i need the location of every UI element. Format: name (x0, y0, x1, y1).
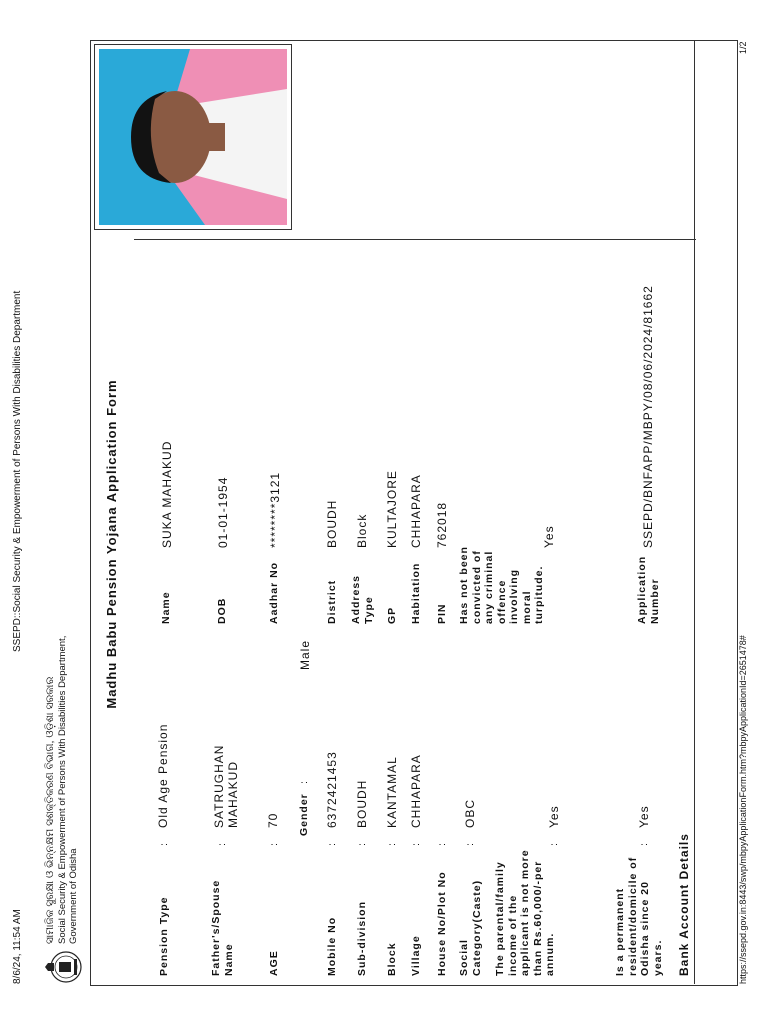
colon: : (356, 843, 368, 846)
colon: : (216, 843, 228, 846)
department-header (44, 584, 96, 984)
bank-account-details-heading: Bank Account Details (677, 833, 691, 976)
label-house-no: House No/Plot No (436, 871, 448, 976)
label-block: Block (386, 942, 398, 976)
label-district: District (326, 579, 338, 624)
value-name: SUKA MAHAKUD (160, 440, 174, 548)
label-family-income: The parental/family income of the applicant is not more than Rs.60,000/-per annum. (494, 849, 556, 976)
colon: : (410, 843, 422, 846)
form-title: Madhu Babu Pension Yojana Application Form (104, 379, 119, 709)
colon: : (638, 843, 650, 846)
print-page-number: 1/2 (738, 41, 748, 54)
colon: : (158, 843, 170, 846)
value-dob: 01-01-1954 (216, 476, 230, 548)
value-sub-division: BOUDH (355, 779, 369, 828)
value-fathers-spouse-name: SATRUGHAN MAHAKUD (212, 744, 240, 828)
value-family-income: Yes (547, 805, 561, 828)
label-fathers-spouse-name: Father's/Spouse Name (210, 879, 235, 976)
label-sub-division: Sub-division (356, 901, 368, 976)
colon: : (298, 781, 310, 784)
value-pin: 762018 (435, 501, 449, 548)
colon: : (268, 843, 280, 846)
government-name: Government of Odisha (68, 848, 79, 944)
value-application-number: SSEPD/BNFAPP/MBPY/08/06/2024/81662 (641, 285, 655, 548)
value-pension-type: Old Age Pension (156, 723, 170, 828)
label-village: Village (410, 935, 422, 976)
colon: : (464, 843, 476, 846)
label-social-category: Social Category(Caste) (458, 879, 483, 976)
label-pin: PIN (436, 603, 448, 624)
label-gender: Gender (298, 793, 310, 836)
label-age: AGE (268, 950, 280, 976)
value-permanent-resident: Yes (637, 805, 651, 828)
value-age: 70 (266, 812, 280, 828)
value-criminal-offence: Yes (542, 525, 556, 548)
value-gp: KULTAJORE (385, 470, 399, 548)
bank-divider (694, 40, 695, 984)
label-habitation: Habitation (410, 562, 422, 624)
state-emblem-icon (44, 950, 84, 984)
value-habitation: CHHAPARA (409, 474, 423, 548)
value-village: CHHAPARA (409, 754, 423, 828)
value-mobile-no: 6372421453 (325, 751, 339, 828)
label-name: Name (160, 591, 172, 624)
label-application-number: Application Number (636, 555, 661, 624)
value-district: BOUDH (325, 499, 339, 548)
label-permanent-resident: Is a permanent resident/domicile of Odisha since 20 years. (614, 856, 664, 976)
print-url: https://ssepd.gov.in:8443/swp/mbpyApplicationForm.htm?mbpyApplicationId=2651478# (738, 635, 748, 984)
label-dob: DOB (216, 597, 228, 624)
value-aadhar-no: ********3121 (268, 471, 282, 548)
value-block: KANTAMAL (385, 756, 399, 828)
colon: : (436, 843, 448, 846)
label-criminal-offence: Has not been convicted of any criminal offence involving moral turpitude. (458, 546, 545, 624)
label-mobile-no: Mobile No (326, 916, 338, 976)
applicant-photo-image (95, 45, 291, 229)
colon: : (548, 843, 560, 846)
applicant-photo (94, 44, 292, 230)
label-pension-type: Pension Type (158, 896, 170, 976)
colon: : (386, 843, 398, 846)
label-gp: GP (386, 606, 398, 624)
department-name-english: Social Security & Empowerment of Persons With Disabilities Department, (57, 635, 68, 944)
department-name-odia: ସାମାଜିକ ସୁରକ୍ଷା ଓ ଭିନ୍ନକ୍ଷମ ସଶକ୍ତିକରଣ ବିଭାଗ, ଓଡ଼ିଶା ସରକାର (44, 676, 56, 944)
value-social-category: OBC (463, 798, 477, 828)
label-address-type: Address Type (350, 574, 375, 624)
value-address-type: Block (355, 513, 369, 548)
photo-divider (134, 239, 696, 240)
print-page-title: SSEPD::Social Security & Empowerment of Persons With Disabilities Department (12, 290, 23, 652)
label-aadhar-no: Aadhar No (268, 561, 280, 624)
print-datetime: 8/6/24, 11:54 AM (12, 909, 23, 984)
value-gender: Male (298, 639, 312, 670)
colon: : (326, 843, 338, 846)
